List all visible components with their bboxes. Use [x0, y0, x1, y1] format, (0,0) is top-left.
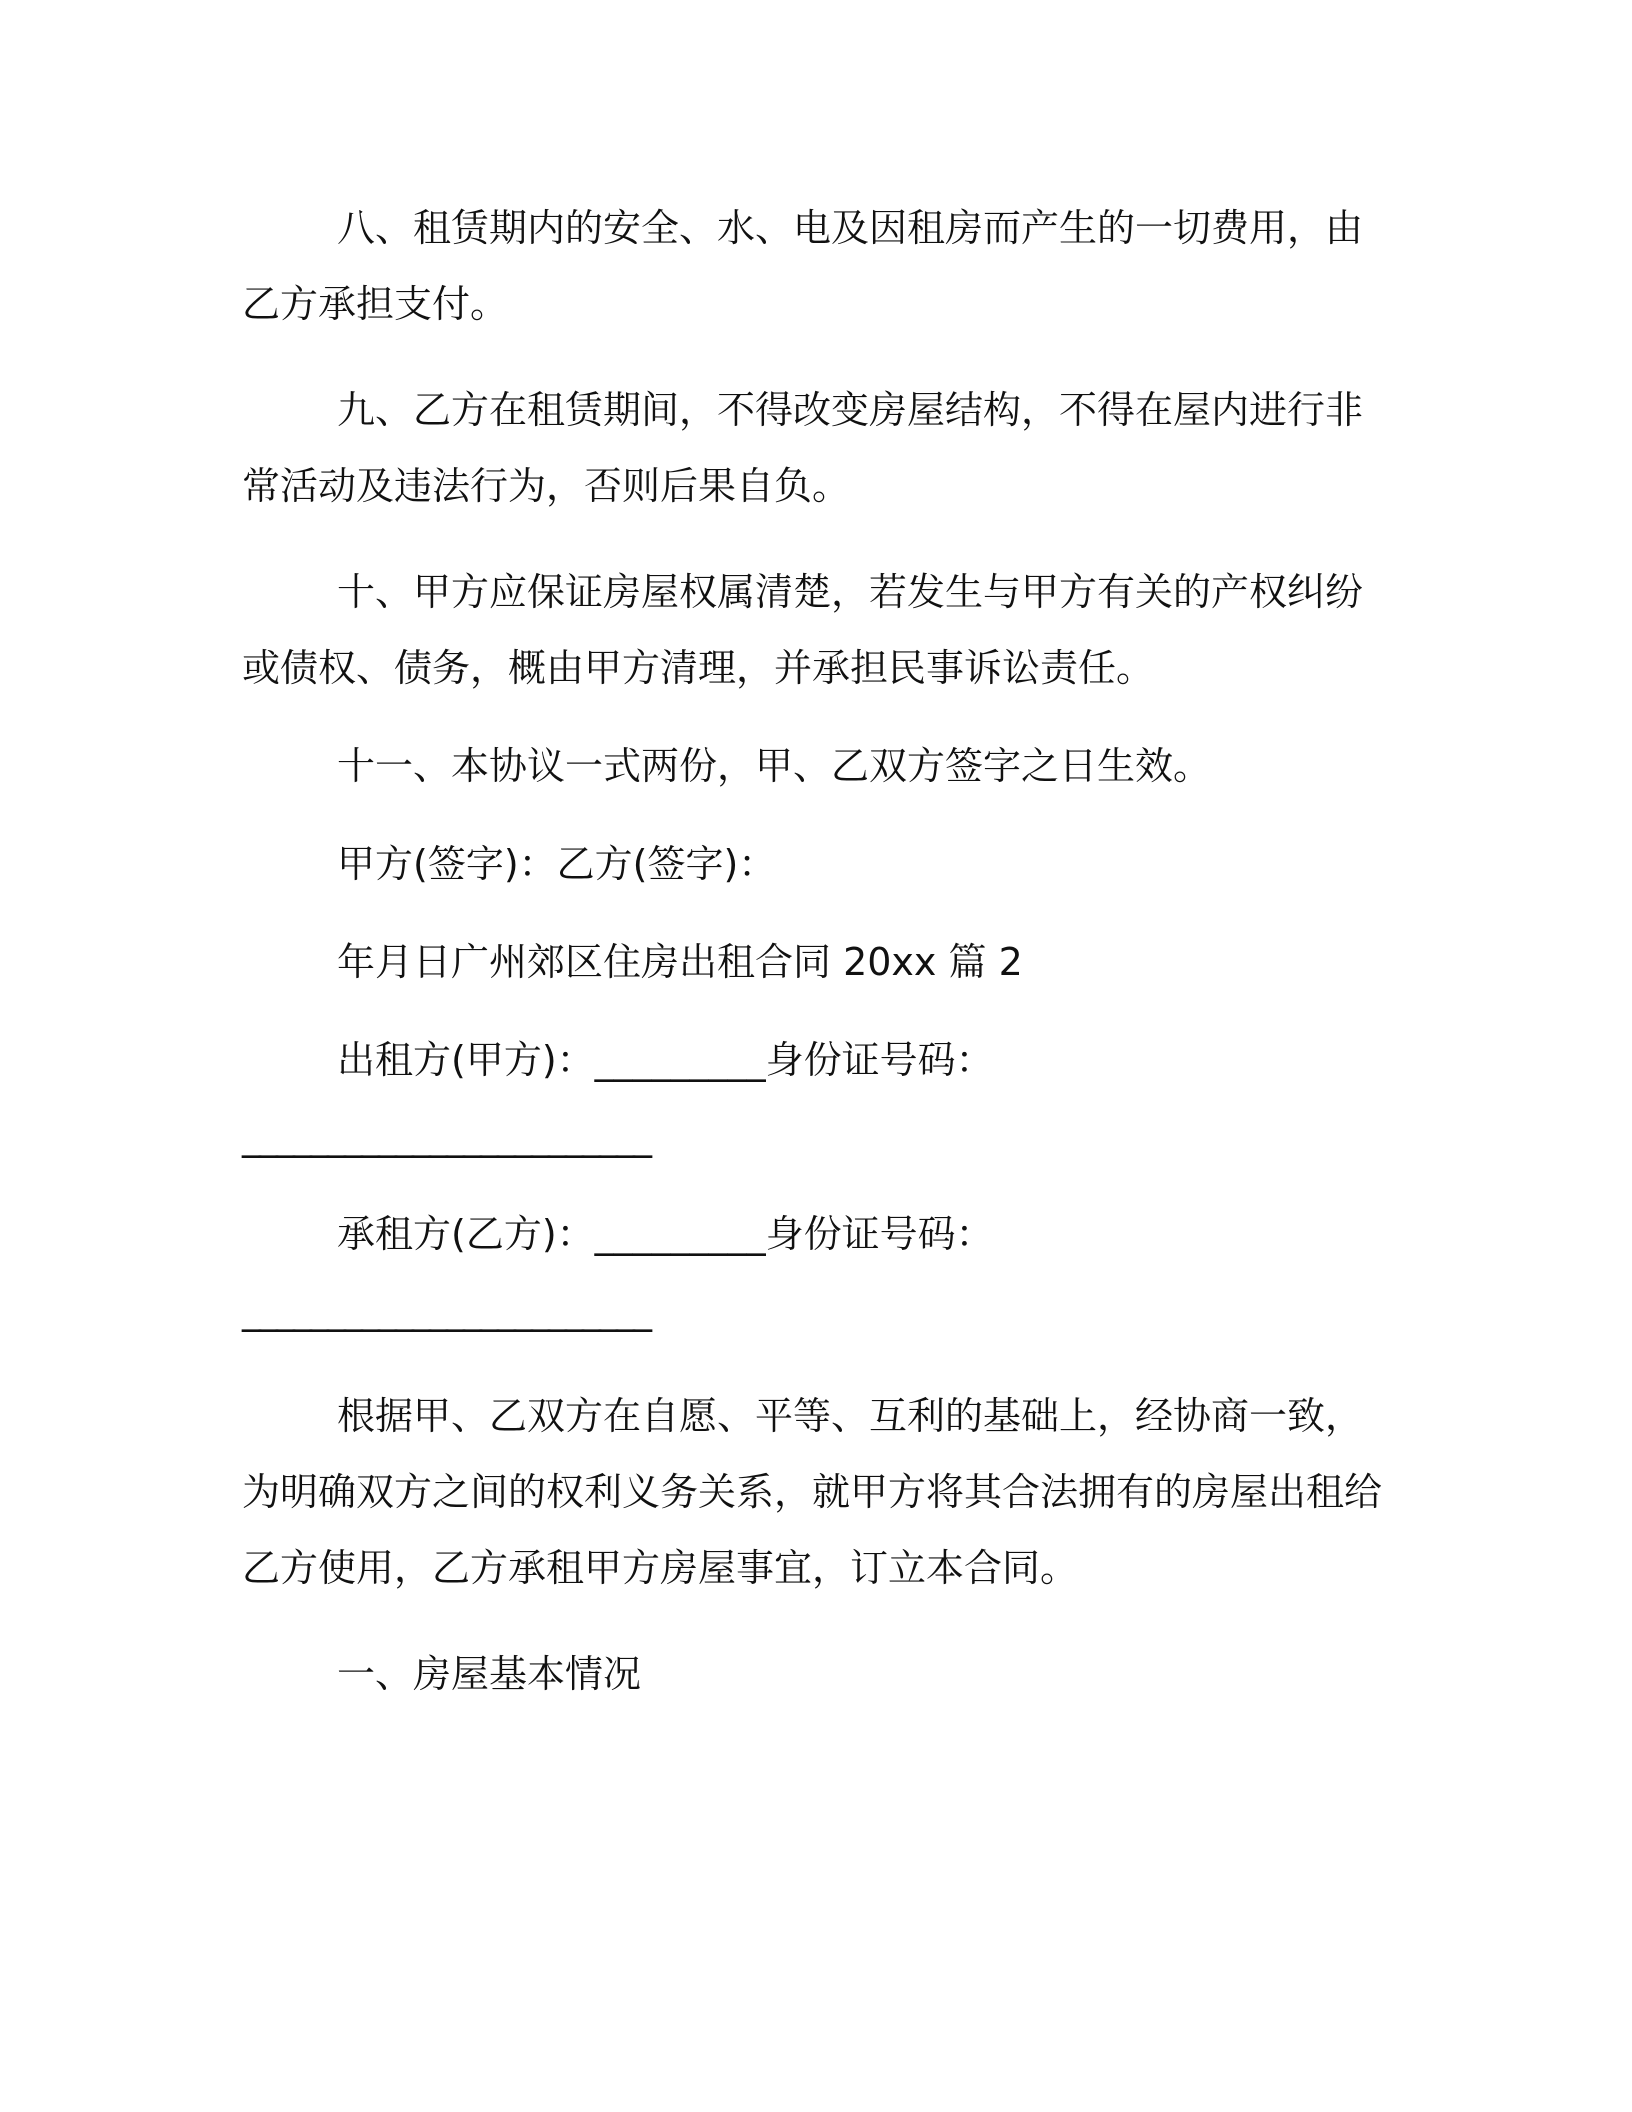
- date-and-title-line: 年月日广州郊区住房出租合同 20xx 篇 2: [337, 940, 1023, 984]
- clause-10: 十、甲方应保证房屋权属清楚，若发生与甲方有关的产权纠纷或债权、债务，概由甲方清理，并承担民事诉讼责任。: [242, 570, 1364, 690]
- preamble-paragraph: 根据甲、乙双方在自愿、平等、互利的基础上，经协商一致，为明确双方之间的权利义务关系，就甲方将其合法拥有的房屋出租给乙方使用，乙方承租甲方房屋事宜，订立本合同。: [242, 1394, 1383, 1590]
- document-body: [242, 190, 1382, 1712]
- lessor-line: 出租方(甲方)：_________身份证号码：: [337, 1038, 994, 1082]
- lessee-id-blank: ________________________: [242, 1288, 650, 1332]
- signature-line: 甲方(签字)：乙方(签字)：: [337, 842, 777, 886]
- lessor-id-blank: ________________________: [242, 1114, 650, 1158]
- clause-8: 八、租赁期内的安全、水、电及因租房而产生的一切费用，由乙方承担支付。: [242, 206, 1364, 326]
- lessee-line: 承租方(乙方)：_________身份证号码：: [337, 1212, 994, 1256]
- section-heading-house-info: 一、房屋基本情况: [337, 1652, 642, 1696]
- clause-11: 十一、本协议一式两份，甲、乙双方签字之日生效。: [337, 744, 1212, 788]
- clause-9: 九、乙方在租赁期间，不得改变房屋结构，不得在屋内进行非常活动及违法行为，否则后果自负。: [242, 388, 1364, 508]
